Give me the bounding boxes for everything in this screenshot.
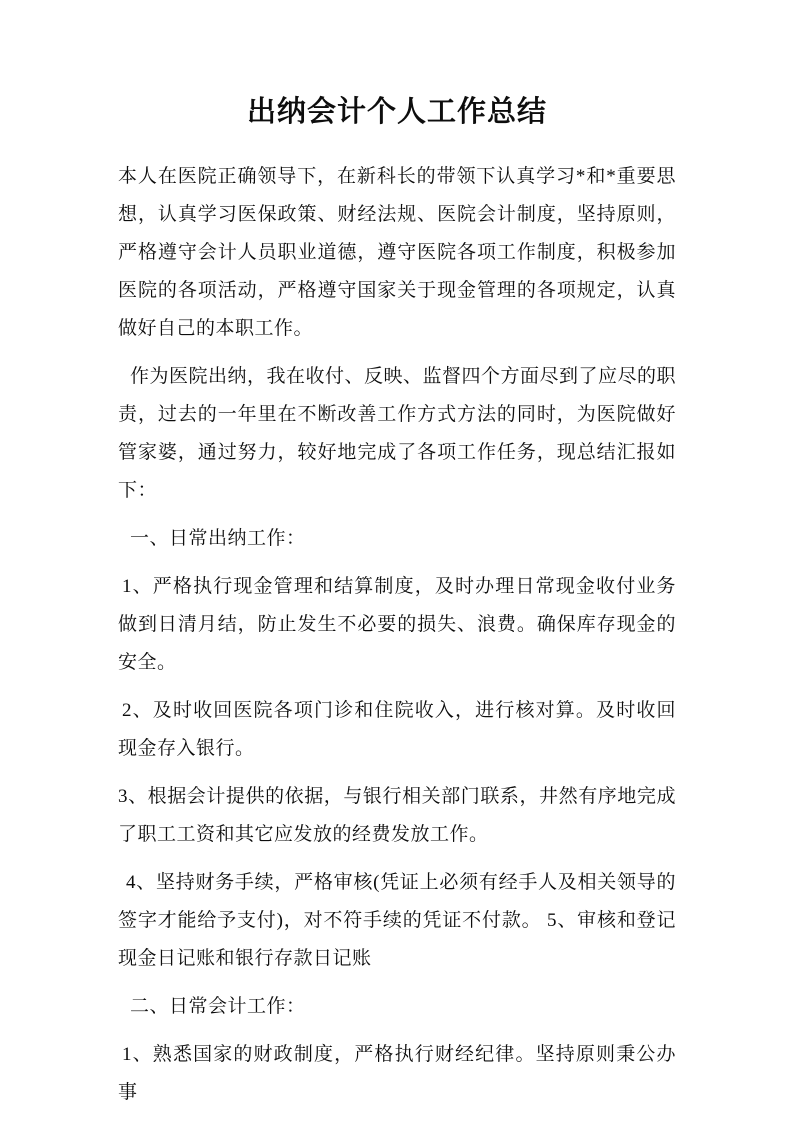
paragraph-accounting-item-1: 1、熟悉国家的财政制度，严格执行财经纪律。坚持原则秉公办事 bbox=[118, 1044, 676, 1103]
section-heading-daily-accounting-work: 二、日常会计工作： bbox=[130, 996, 306, 1017]
paragraph-role-summary: 作为医院出纳，我在收付、反映、监督四个方面尽到了应尽的职责，过去的一年里在不断改善工作方式方法的同时，为医院做好管家婆，通过努力，较好地完成了各项工作任务，现总结汇报如下： bbox=[118, 366, 677, 501]
paragraph-cashier-item-1: 1、严格执行现金管理和结算制度，及时办理日常现金收付业务做到日清月结，防止发生不必要的损失、浪费。确保库存现金的安全。 bbox=[118, 576, 676, 673]
paragraph-cashier-item-4-5: 4、坚持财务手续，严格审核(凭证上必须有经手人及相关领导的签字才能给予支付)，对不符手续的凭证不付款。 5、审核和登记现金日记账和银行存款日记账 bbox=[118, 872, 676, 969]
paragraph-cashier-item-2: 2、及时收回医院各项门诊和住院收入，进行核对算。及时收回现金存入银行。 bbox=[118, 700, 676, 759]
paragraph-cashier-item-3: 3、根据会计提供的依据，与银行相关部门联系，井然有序地完成了职工工资和其它应发放的经费发放工作。 bbox=[118, 786, 676, 845]
paragraph-intro: 本人在医院正确领导下，在新科长的带领下认真学习*和*重要思想，认真学习医保政策、财经法规、医院会计制度，坚持原则，严格遵守会计人员职业道德，遵守医院各项工作制度，积极参加医院的各项活动，严格遵守国家关于现金管理的各项规定，认真做好自己的本职工作。 bbox=[118, 166, 676, 339]
section-heading-daily-cashier-work: 一、日常出纳工作： bbox=[130, 528, 306, 549]
document-title: 出纳会计个人工作总结 bbox=[246, 96, 547, 128]
